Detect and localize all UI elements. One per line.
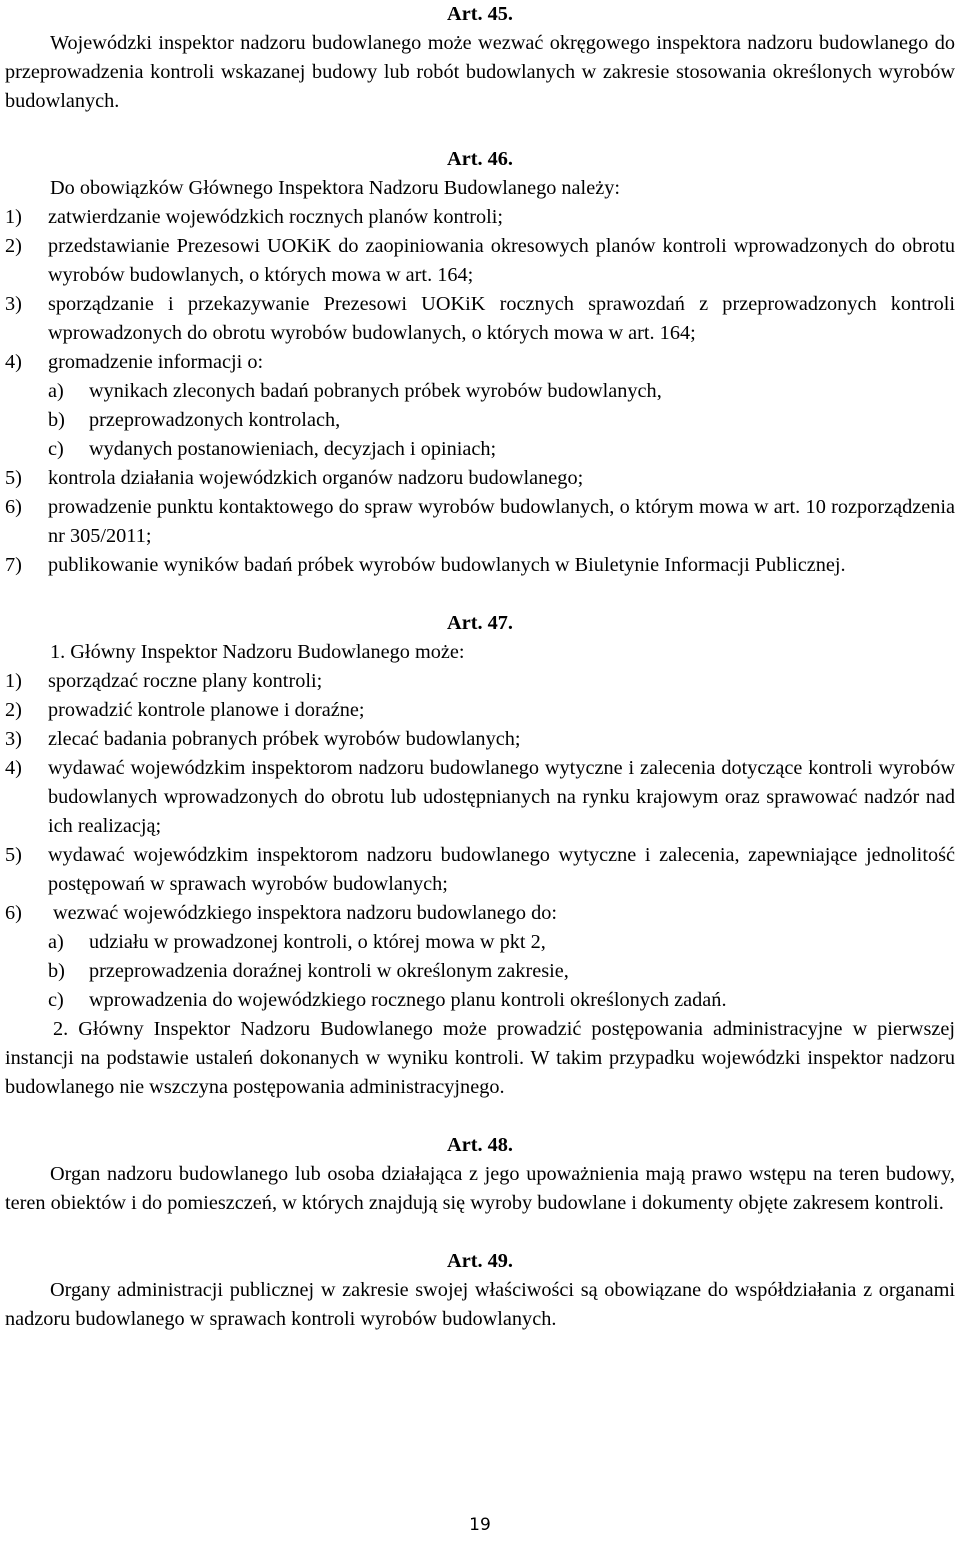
sub-item-text: udziału w prowadzonej kontroli, o której mowa w pkt 2,: [89, 931, 546, 953]
item-number: 1): [5, 206, 22, 228]
article-46-title: Art. 46.: [447, 148, 513, 170]
list-item: [5, 464, 955, 493]
list-item: [5, 203, 955, 232]
article-45: [5, 0, 955, 116]
sub-item-text: wynikach zleconych badań pobranych próbek wyrobów budowlanych,: [89, 380, 662, 402]
item-text: kontrola działania wojewódzkich organów nadzoru budowlanego;: [48, 467, 584, 489]
article-48-title: Art. 48.: [447, 1134, 513, 1156]
article-47-par1-intro: 1. Główny Inspektor Nadzoru Budowlanego może:: [50, 641, 465, 663]
list-item: [5, 696, 955, 725]
sub-list-item: [5, 377, 955, 406]
item-text: wydawać wojewódzkim inspektorom nadzoru budowlanego wytyczne i zalecenia dotyczące kontroli wyrobów budowlanych wprowadzonych do obrotu lub udostępnianych na rynku krajowym oraz sprawować nadzór nad ich realizacją;: [48, 757, 955, 837]
item-number: 5): [5, 467, 22, 489]
list-item: [5, 754, 955, 841]
article-47-par2: 2. Główny Inspektor Nadzoru Budowlanego może prowadzić postępowania administracyjne w pierwszej instancji na podstawie ustaleń dokonanych w wyniku kontroli. W takim przypadku wojewódzki inspektor nadzoru budowlanego nie wszczyna postępowania administracyjnego.: [5, 1018, 955, 1098]
item-text: zlecać badania pobranych próbek wyrobów budowlanych;: [48, 728, 521, 750]
item-text: publikowanie wyników badań próbek wyrobów budowlanych w Biuletynie Informacji Publicznej.: [48, 554, 846, 576]
list-item: [5, 667, 955, 696]
list-item: [5, 841, 955, 899]
item-number: 4): [5, 351, 22, 373]
item-number: 2): [5, 235, 22, 257]
item-text: sporządzać roczne plany kontroli;: [48, 670, 323, 692]
list-item: [5, 725, 955, 754]
sub-list-item: [5, 986, 955, 1015]
article-47: [5, 609, 955, 1102]
article-49: [5, 1247, 955, 1334]
sub-item-letter: b): [48, 960, 65, 982]
article-46-intro: Do obowiązków Głównego Inspektora Nadzoru Budowlanego należy:: [50, 177, 620, 199]
sub-item-letter: c): [48, 989, 64, 1011]
article-48-text: Organ nadzoru budowlanego lub osoba działająca z jego upoważnienia mają prawo wstępu na teren budowy, teren obiektów i do pomieszczeń, w których znajdują się wyroby budowlane i dokumenty objęte zakresem kontroli.: [5, 1163, 955, 1214]
item-number: 3): [5, 293, 22, 315]
article-49-text: Organy administracji publicznej w zakresie swojej właściwości są obowiązane do współdziałania z organami nadzoru budowlanego w sprawach kontroli wyrobów budowlanych.: [5, 1279, 955, 1330]
item-text: prowadzić kontrole planowe i doraźne;: [48, 699, 365, 721]
sub-item-text: przeprowadzenia doraźnej kontroli w określonym zakresie,: [89, 960, 569, 982]
sub-item-text: przeprowadzonych kontrolach,: [89, 409, 341, 431]
sub-item-text: wprowadzenia do wojewódzkiego rocznego planu kontroli określonych zadań.: [89, 989, 727, 1011]
sub-list-item: [5, 928, 955, 957]
item-text: sporządzanie i przekazywanie Prezesowi UOKiK rocznych sprawozdań z przeprowadzonych kontroli wprowadzonych do obrotu wyrobów budowlanych, o których mowa w art. 164;: [48, 293, 955, 344]
sub-list-item: [5, 957, 955, 986]
article-47-title: Art. 47.: [447, 612, 513, 634]
sub-item-text: wydanych postanowieniach, decyzjach i opiniach;: [89, 438, 497, 460]
article-45-title: Art. 45.: [447, 3, 513, 25]
item-text: zatwierdzanie wojewódzkich rocznych planów kontroli;: [48, 206, 504, 228]
item-number: 5): [5, 844, 22, 866]
sub-list-item: [5, 406, 955, 435]
item-number: 2): [5, 699, 22, 721]
item-text: prowadzenie punktu kontaktowego do spraw wyrobów budowlanych, o którym mowa w art. 10 rozporządzenia nr 305/2011;: [48, 496, 955, 547]
page-number: 19: [469, 1515, 491, 1535]
item-text: przedstawianie Prezesowi UOKiK do zaopiniowania okresowych planów kontroli wprowadzonych do obrotu wyrobów budowlanych, o których mowa w art. 164;: [48, 235, 955, 286]
list-item: [5, 551, 955, 580]
article-48: [5, 1131, 955, 1218]
item-number: 6): [5, 496, 22, 518]
article-49-title: Art. 49.: [447, 1250, 513, 1272]
item-text: wydawać wojewódzkim inspektorom nadzoru budowlanego wytyczne i zalecenia, zapewniające jednolitość postępowań w sprawach wyrobów budowlanych;: [48, 844, 955, 895]
article-45-text: Wojewódzki inspektor nadzoru budowlanego może wezwać okręgowego inspektora nadzoru budowlanego do przeprowadzenia kontroli wskazanej budowy lub robót budowlanych w zakresie stosowania określonych wyrobów budowlanych.: [5, 32, 955, 112]
sub-item-letter: b): [48, 409, 65, 431]
item-text: wezwać wojewódzkiego inspektora nadzoru budowlanego do:: [53, 902, 558, 924]
item-number: 4): [5, 757, 22, 779]
list-item: [5, 232, 955, 290]
sub-item-letter: a): [48, 380, 64, 402]
sub-item-letter: a): [48, 931, 64, 953]
item-number: 3): [5, 728, 22, 750]
item-number: 7): [5, 554, 22, 576]
item-number: 6): [5, 902, 22, 924]
item-text: gromadzenie informacji o:: [48, 351, 264, 373]
list-item: [5, 493, 955, 551]
list-item: [5, 348, 955, 377]
list-item: [5, 290, 955, 348]
list-item: [5, 899, 955, 928]
sub-item-letter: c): [48, 438, 64, 460]
article-46: [5, 145, 955, 580]
item-number: 1): [5, 670, 22, 692]
sub-list-item: [5, 435, 955, 464]
